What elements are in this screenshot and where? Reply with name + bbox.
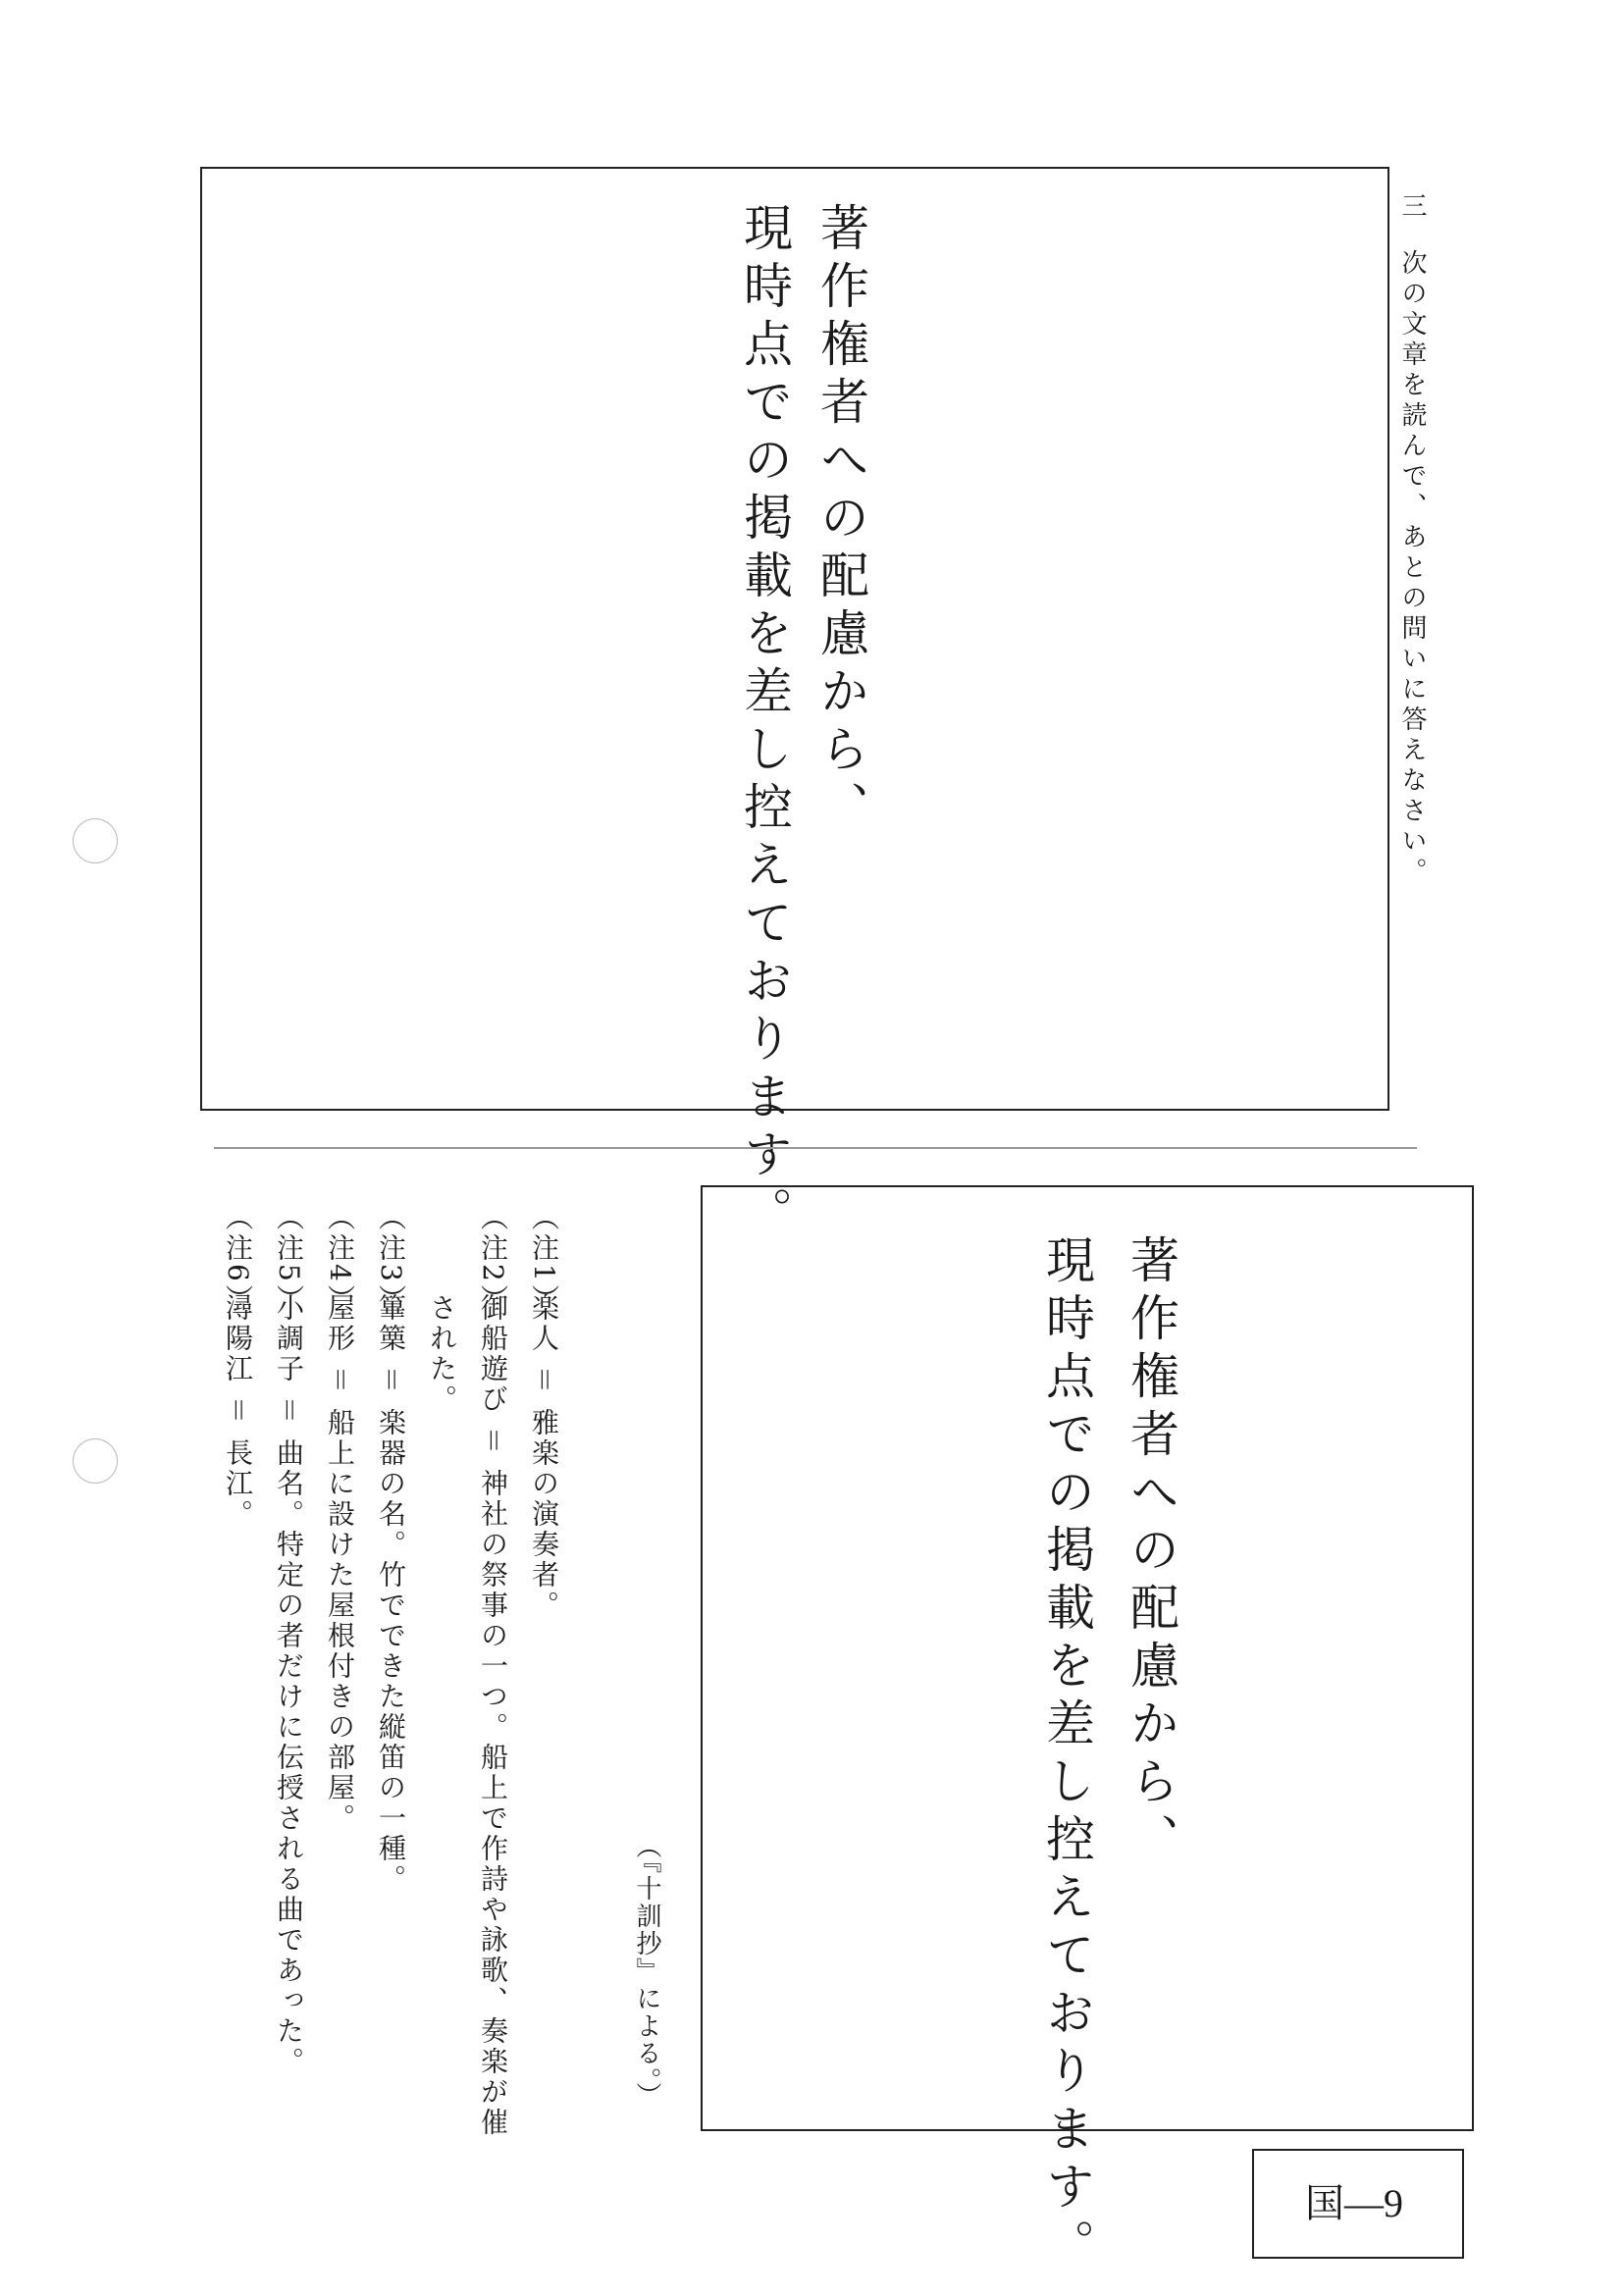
note-text: 小調子 ＝ 曲名。特定の者だけに伝授される曲であった。	[273, 1293, 305, 2077]
note-text: 楽人 ＝ 雅楽の演奏者。	[528, 1293, 560, 1621]
punch-hole-bottom	[73, 1438, 118, 1484]
note-label: （注4）	[324, 1203, 356, 1315]
note-label: （注1）	[528, 1203, 560, 1315]
section-divider	[214, 1147, 1417, 1149]
note-label: （注3）	[375, 1203, 407, 1315]
note-text-continued: された。	[426, 1293, 458, 1415]
note-label: （注5）	[273, 1203, 305, 1315]
note-text: 御船遊び ＝ 神社の祭事の一つ。船上で作詩や詠歌、奏楽が催	[477, 1293, 509, 2138]
question-instruction: 次の文章を読んで、あとの問いに答えなさい。	[1397, 249, 1427, 888]
note-text: 篳篥 ＝ 楽器の名。竹でできた縦笛の一種。	[375, 1293, 407, 1895]
withheld-line-1: 著作権者への配慮から、	[812, 202, 869, 839]
source-citation: （『十訓抄』による。）	[632, 1833, 661, 2110]
punch-hole-top	[73, 818, 118, 863]
note-label: （注2）	[477, 1203, 509, 1315]
withheld-line-1: 著作権者への配慮から、	[1123, 1234, 1179, 1871]
question-number: 三	[1397, 192, 1427, 218]
page-number-box	[1252, 2149, 1464, 2259]
note-label: （注6）	[222, 1203, 254, 1315]
withheld-text-box-top	[200, 167, 1389, 1244]
note-text: 屋形 ＝ 船上に設けた屋根付きの部屋。	[324, 1293, 356, 1834]
withheld-line-2: 現時点での掲載を差し控えております。	[736, 202, 793, 1244]
page-number: 国—9	[1305, 2181, 1403, 2225]
withheld-line-2: 現時点での掲載を差し控えております。	[1038, 1234, 1095, 2276]
note-text: 潯陽江 ＝ 長江。	[222, 1293, 254, 1530]
